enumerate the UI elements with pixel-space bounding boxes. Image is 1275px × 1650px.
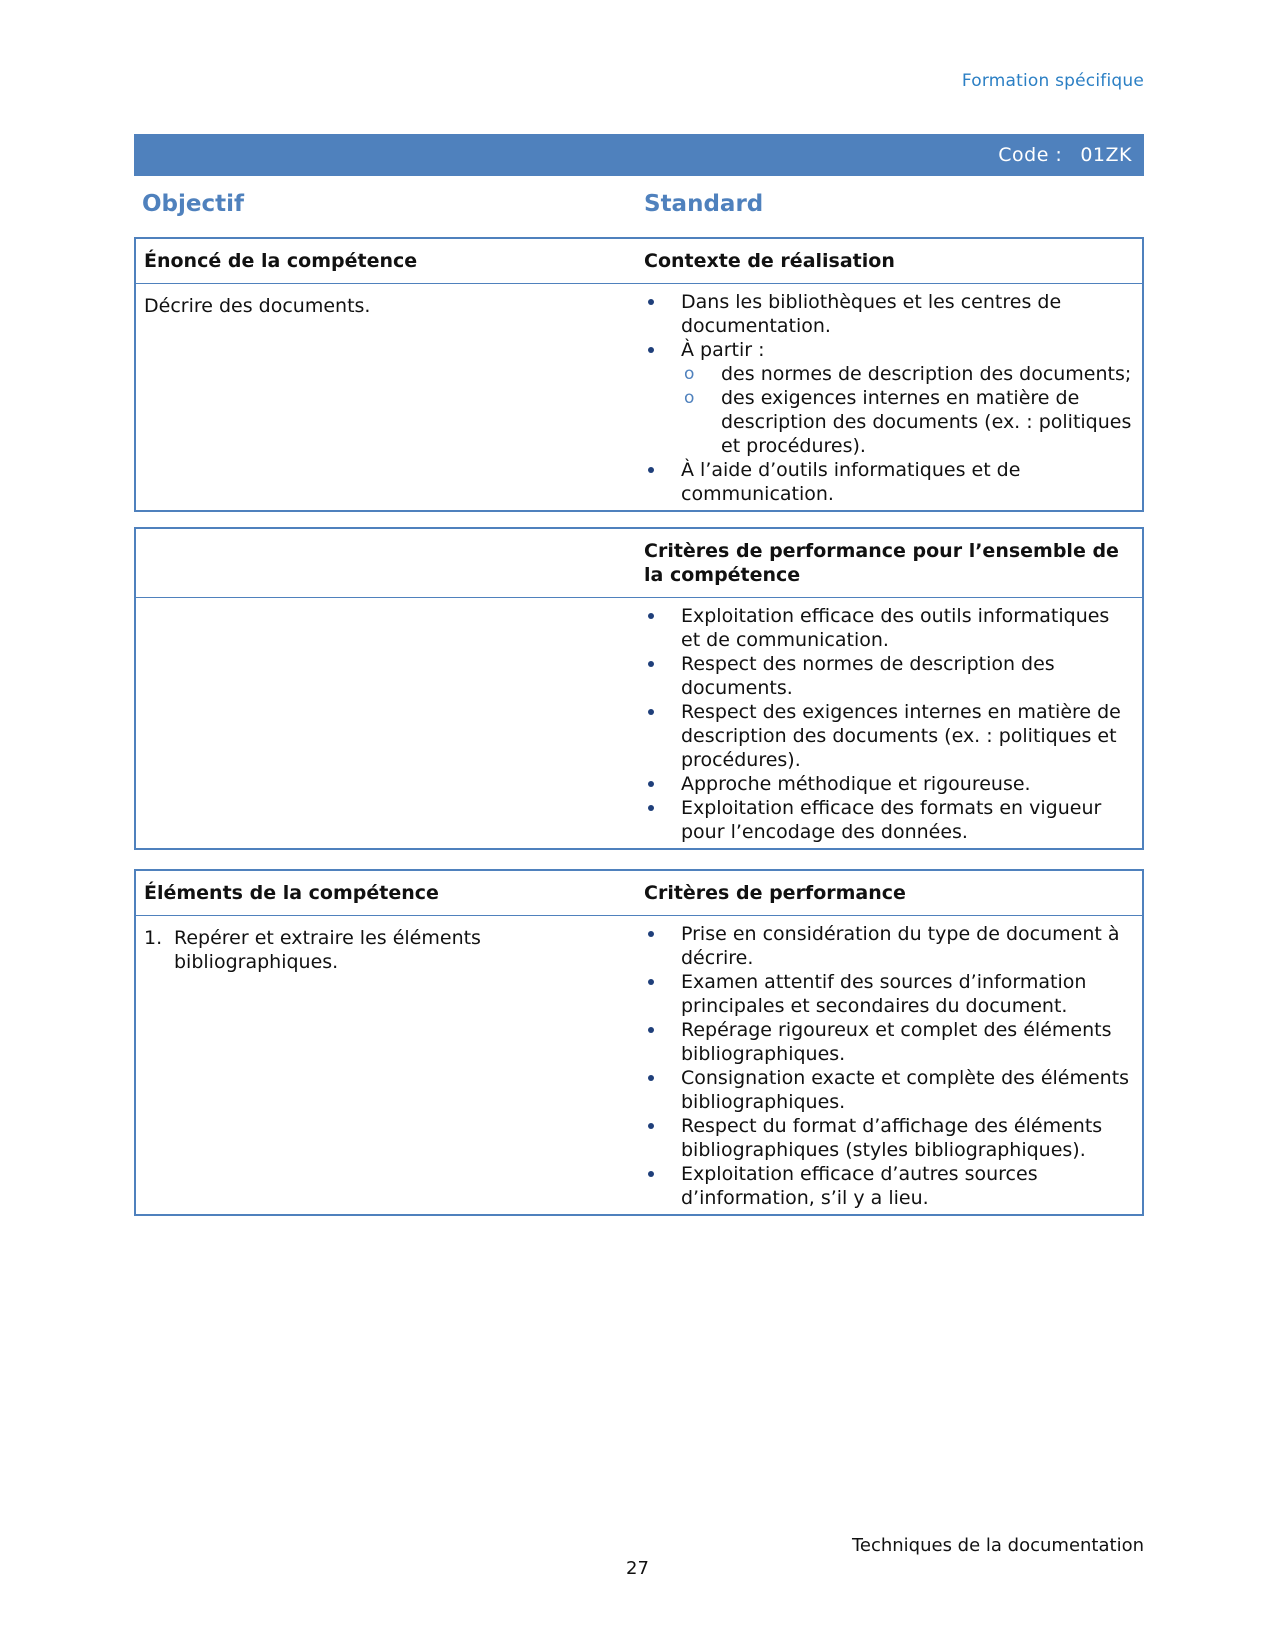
code-bar — [134, 134, 1144, 176]
table-header-row — [136, 529, 1142, 598]
list-item: Dans les bibliothèques et les centres de documentation. — [644, 290, 1134, 338]
elements-table — [134, 869, 1144, 1216]
list-item — [644, 338, 1134, 458]
objective-title: Objectif — [142, 191, 245, 217]
elements-header: Éléments de la compétence — [144, 882, 439, 904]
list-item: Exploitation efficace des formats en vigueur pour l’encodage des données. — [644, 796, 1134, 844]
statement-header: Énoncé de la compétence — [144, 250, 418, 272]
element-number: 1. — [144, 927, 163, 949]
section-header: Formation spécifique — [961, 71, 1144, 91]
element-text: Repérer et extraire les éléments bibliographiques. — [174, 927, 481, 973]
list-item-label: À partir : — [681, 339, 765, 361]
list-item: Respect des exigences internes en matière de description des documents (ex. : politiques et procédures). — [644, 700, 1134, 772]
elements-list — [144, 926, 636, 974]
element-item — [144, 926, 636, 974]
sublist-item: o des normes de description des documents; — [681, 362, 1134, 386]
overall-criteria-header: Critères de performance pour l’ensemble de la compétence — [644, 540, 1119, 586]
list-item: Prise en considération du type de document à décrire. — [644, 922, 1134, 970]
list-item: À l’aide d’outils informatiques et de communication. — [644, 458, 1134, 506]
code-label: Code : — [998, 144, 1063, 166]
sublist-item: o des exigences internes en matière de description des documents (ex. : politiques et procédures). — [681, 386, 1134, 458]
context-sublist — [681, 362, 1134, 458]
criteria-cell — [636, 916, 1142, 1214]
list-item: Exploitation efficace d’autres sources d’information, s’il y a lieu. — [644, 1162, 1134, 1210]
context-list-cell — [636, 284, 1142, 510]
list-item: Approche méthodique et rigoureuse. — [644, 772, 1134, 796]
program-name: Techniques de la documentation — [851, 1535, 1144, 1556]
table-header-row — [136, 871, 1142, 916]
list-item: Examen attentif des sources d’information principales et secondaires du document. — [644, 970, 1134, 1018]
empty-body-cell — [136, 598, 636, 848]
list-item: Respect des normes de description des documents. — [644, 652, 1134, 700]
competency-statement-table — [134, 237, 1144, 512]
table-body-row — [136, 598, 1142, 848]
list-item: Respect du format d’affichage des éléments bibliographiques (styles bibliographiques). — [644, 1114, 1134, 1162]
context-header: Contexte de réalisation — [644, 250, 895, 272]
context-list — [644, 290, 1134, 506]
table-body-row — [136, 916, 1142, 1214]
overall-criteria-cell — [636, 598, 1142, 848]
table-header-row — [136, 239, 1142, 284]
overall-criteria-table — [134, 527, 1144, 850]
table-body-row — [136, 284, 1142, 510]
elements-cell — [136, 916, 636, 1214]
criteria-header: Critères de performance — [644, 882, 906, 904]
overall-criteria-list — [644, 604, 1134, 844]
code-value: 01ZK — [1080, 144, 1132, 166]
list-item: Consignation exacte et complète des éléments bibliographiques. — [644, 1066, 1134, 1114]
criteria-list — [644, 922, 1134, 1210]
statement-text: Décrire des documents. — [144, 295, 371, 317]
list-item: Exploitation efficace des outils informatiques et de communication. — [644, 604, 1134, 652]
list-item: Repérage rigoureux et complet des éléments bibliographiques. — [644, 1018, 1134, 1066]
empty-header-cell — [136, 529, 636, 597]
page-number: 27 — [626, 1558, 649, 1579]
standard-title: Standard — [644, 191, 764, 217]
